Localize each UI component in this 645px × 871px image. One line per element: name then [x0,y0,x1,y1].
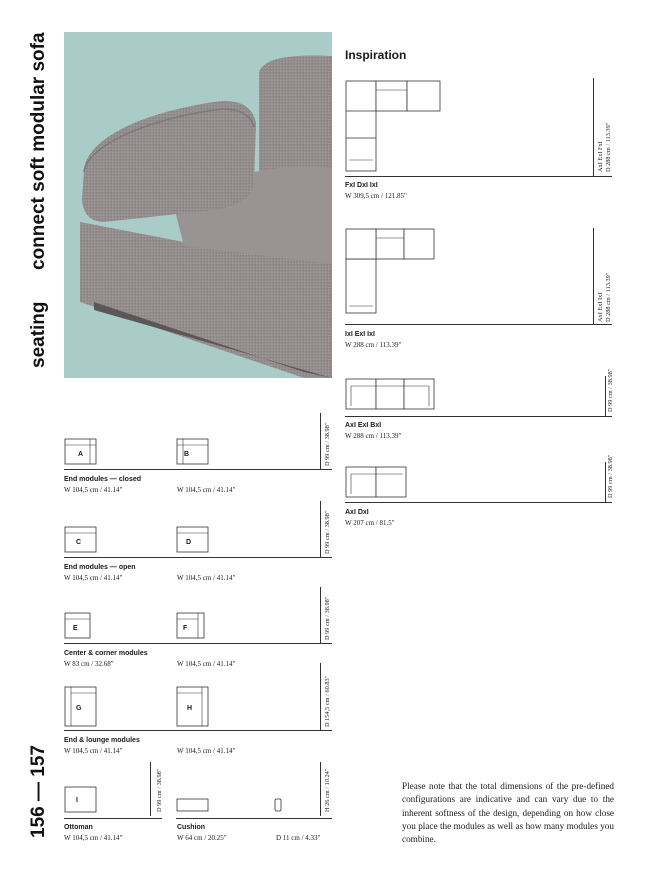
row-4-label: End & lounge modules [64,737,140,744]
row-1-label: End modules — closed [64,476,142,483]
module-g-letter: G [76,705,82,712]
config-3-depth-line [605,376,606,416]
cushion-side-diagram [274,798,284,814]
module-d-letter: D [186,539,192,546]
module-f-width: W 104,5 cm / 41.14" [177,660,236,668]
module-c-letter: C [76,539,82,546]
ottoman-depth-line [150,762,151,816]
product-title: connect soft modular sofa [28,32,49,270]
page-numbers: 156 — 157 [28,745,49,838]
config-1-name: FxI DxI IxI [345,182,378,189]
config-4-depth-line [605,462,606,502]
config-2-name: IxI ExI IxI [345,331,375,338]
row-1-rule [64,469,332,470]
config-3-name: AxI ExI BxI [345,422,382,429]
config-3-depth: D 99 cm / 38.98" [607,368,614,412]
module-e-letter: E [73,625,78,632]
cushion-label: Cushion [177,824,205,831]
config-4-diagram [343,464,411,500]
inspiration-heading: Inspiration [345,48,407,62]
row-1-depth: D 99 cm / 38.98" [324,422,331,466]
config-3-rule [345,416,612,417]
config-4-name: AxI DxI [345,509,369,516]
row-2-depth-line [320,501,321,557]
module-a-letter: A [78,451,84,458]
row-2-rule [64,557,332,558]
module-h-width: W 104,5 cm / 41.14" [177,747,236,755]
module-b-diagram [176,438,210,466]
row-1-depth-line [320,413,321,469]
ottoman-rule [64,818,162,819]
dimension-note: Please note that the total dimensions of the pre-defined configurations are indicative and can vary due to the inherent softness of the design, depending on how close you place the modules as well as how many modules you combine. [402,781,614,845]
ottoman-label: Ottoman [64,824,93,831]
category-label: seating [28,301,49,368]
module-d-diagram [176,526,210,554]
module-c-width: W 104,5 cm / 41.14" [64,574,123,582]
module-b-letter: B [184,451,190,458]
row-3-depth: D 99 cm / 38.98" [324,596,331,640]
config-2-rule [345,324,612,325]
row-3-rule [64,643,332,644]
config-1-diagram [343,78,443,174]
config-3-diagram [343,376,439,412]
module-e-diagram [64,612,92,640]
ottoman-depth: D 99 cm / 38.98" [156,768,163,812]
config-1-width: W 309,5 cm / 121.85" [345,192,407,200]
sofa-photo [64,32,332,378]
config-2-depth-label: AxI ExI IxI [597,292,604,322]
row-4-depth: D 154,5 cm / 60.83" [324,675,331,727]
cushion-height: H 26 cm / 10.24" [324,768,331,812]
ottoman-letter: I [76,797,78,804]
module-f-diagram [176,612,206,640]
row-4-rule [64,730,332,731]
config-3-width: W 288 cm / 113.39" [345,432,402,440]
row-2-label: End modules — open [64,564,136,571]
module-b-width: W 104,5 cm / 41.14" [177,486,236,494]
config-1-depth-label: AxI ExI FxI [597,141,604,172]
module-h-letter: H [187,705,193,712]
config-1-depth-line [593,78,594,176]
ottoman-diagram [64,786,98,814]
cushion-rule [176,818,332,819]
config-1-rule [345,176,612,177]
config-4-depth: D 99 cm / 38.98" [607,454,614,498]
config-2-depth: D 288 cm / 113.39" [605,272,612,322]
module-f-letter: F [183,625,188,632]
row-3-depth-line [320,587,321,643]
row-2-depth: D 99 cm / 38.98" [324,510,331,554]
cushion-width: W 64 cm / 20.25" [177,834,227,842]
config-1-depth: D 288 cm / 113.39" [605,122,612,172]
config-4-rule [345,502,612,503]
config-2-width: W 288 cm / 113.39" [345,341,402,349]
config-2-diagram [343,226,437,316]
cushion-depth: D 11 cm / 4.33" [276,834,321,842]
config-2-depth-line [593,228,594,324]
cushion-height-line [320,762,321,816]
module-d-width: W 104,5 cm / 41.14" [177,574,236,582]
module-g-width: W 104,5 cm / 41.14" [64,747,123,755]
module-e-width: W 83 cm / 32.68" [64,660,114,668]
config-4-width: W 207 cm / 81.5" [345,519,395,527]
row-4-depth-line [320,663,321,730]
module-h-diagram [176,686,210,728]
cushion-diagram [176,798,210,814]
module-a-width: W 104,5 cm / 41.14" [64,486,123,494]
row-3-label: Center & corner modules [64,650,148,657]
ottoman-width: W 104,5 cm / 41.14" [64,834,123,842]
